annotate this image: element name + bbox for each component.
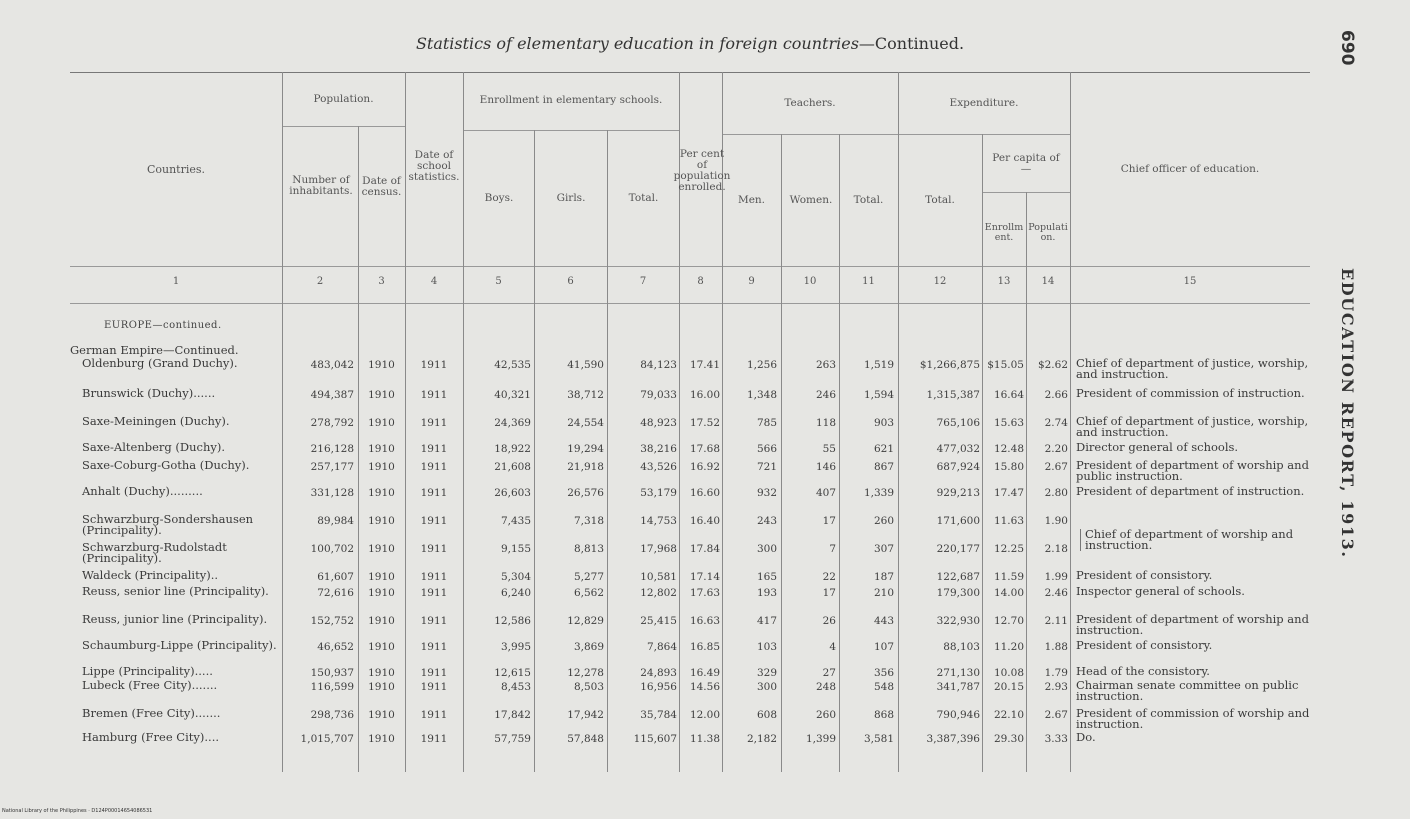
cell-women: 1,399 [805, 733, 836, 745]
cell-per-population: 2.67 [1044, 461, 1068, 473]
cell-girls: 17,942 [567, 709, 604, 721]
header-chief-officer: Chief officer of education. [1120, 162, 1260, 175]
col-number: 12 [933, 276, 947, 287]
cell-percent: 17.41 [689, 359, 720, 371]
cell-inhabitants: 61,607 [317, 571, 354, 583]
header-countries: Countries. [146, 162, 206, 176]
col-number: 10 [803, 276, 817, 287]
cell-girls: 38,712 [567, 389, 604, 401]
cell-teachers-total: 443 [873, 615, 894, 627]
cell-women: 246 [815, 389, 836, 401]
cell-per-enrollment: 12.25 [993, 543, 1024, 555]
cell-girls: 19,294 [567, 443, 604, 455]
cell-girls: 57,848 [567, 733, 604, 745]
header-enroll-total: Total. [628, 191, 659, 204]
cell-girls: 21,918 [567, 461, 604, 473]
cell-women: 17 [822, 587, 836, 599]
chief-officer: President of department of worship and public instruction. [1076, 458, 1309, 483]
cell-boys: 26,603 [494, 487, 531, 499]
country-name: Schaumburg-Lippe (Principality). [82, 638, 277, 652]
cell-total: 10,581 [640, 571, 677, 583]
chief-officer: President of consistory. [1076, 568, 1213, 582]
cell-teachers-total: 3,581 [863, 733, 894, 745]
cell-men: 1,256 [746, 359, 777, 371]
header-inhabitants: Number of inhabitants. [289, 174, 353, 197]
cell-inhabitants: 216,128 [310, 443, 354, 455]
cell-women: 55 [822, 443, 836, 455]
cell-census: 1910 [368, 359, 395, 371]
cell-boys: 24,369 [494, 417, 531, 429]
cell-school: 1911 [420, 733, 448, 745]
cell-girls: 8,813 [573, 543, 604, 555]
cell-school: 1911 [420, 487, 448, 499]
cell-percent: 17.52 [689, 417, 720, 429]
cell-per-enrollment: $15.05 [987, 359, 1024, 371]
cell-per-population: 2.66 [1044, 389, 1068, 401]
cell-boys: 12,615 [494, 667, 531, 679]
chief-officer: President of department of worship and instruction. [1076, 612, 1309, 637]
cell-inhabitants: 116,599 [310, 681, 354, 693]
header-teachers-total: Total. [853, 193, 884, 206]
cell-girls: 24,554 [567, 417, 604, 429]
col-number: 8 [697, 276, 704, 287]
cell-total: 35,784 [640, 709, 677, 721]
cell-boys: 3,995 [500, 641, 531, 653]
cell-girls: 12,829 [567, 615, 604, 627]
cell-men: 417 [756, 615, 777, 627]
cell-per-population: 1.88 [1044, 641, 1068, 653]
country-name: Anhalt (Duchy)......... [82, 484, 203, 498]
cell-per-population: 3.33 [1044, 733, 1068, 745]
col-number: 14 [1041, 276, 1055, 287]
cell-percent: 14.56 [689, 681, 720, 693]
cell-inhabitants: 150,937 [310, 667, 354, 679]
country-name: Schwarzburg-Rudolstadt (Principality). [82, 540, 227, 565]
cell-expenditure: $1,266,875 [919, 359, 980, 371]
cell-expenditure: 271,130 [936, 667, 980, 679]
cell-boys: 5,304 [500, 571, 531, 583]
cell-men: 608 [756, 709, 777, 721]
cell-boys: 57,759 [494, 733, 531, 745]
header-girls: Girls. [556, 191, 586, 204]
col-number: 2 [316, 276, 324, 287]
cell-school: 1911 [420, 543, 448, 555]
cell-inhabitants: 1,015,707 [300, 733, 354, 745]
cell-per-population: 1.90 [1044, 515, 1068, 527]
cell-percent: 17.84 [689, 543, 720, 555]
col-number: 7 [639, 276, 647, 287]
cell-per-enrollment: 12.48 [993, 443, 1024, 455]
library-credit: National Library of the Philippines · D124P00014654086531 [2, 808, 153, 814]
country-name: Saxe-Altenberg (Duchy). [82, 440, 226, 454]
cell-total: 7,864 [646, 641, 677, 653]
cell-inhabitants: 46,652 [317, 641, 354, 653]
cell-school: 1911 [420, 667, 448, 679]
cell-women: 248 [815, 681, 836, 693]
cell-teachers-total: 548 [873, 681, 894, 693]
cell-women: 407 [815, 487, 836, 499]
cell-teachers-total: 621 [873, 443, 894, 455]
cell-teachers-total: 107 [873, 641, 894, 653]
cell-boys: 7,435 [500, 515, 531, 527]
cell-per-enrollment: 14.00 [993, 587, 1024, 599]
cell-women: 27 [822, 667, 836, 679]
col-number: 13 [997, 276, 1011, 287]
cell-expenditure: 88,103 [943, 641, 980, 653]
title-italic: Statistics of elementary education in foreign countries [415, 34, 859, 53]
cell-girls: 8,503 [573, 681, 604, 693]
cell-per-population: 1.79 [1044, 667, 1068, 679]
country-name: Lubeck (Free City)....... [82, 678, 218, 692]
cell-per-enrollment: 11.63 [993, 515, 1024, 527]
cell-expenditure: 179,300 [936, 587, 980, 599]
cell-expenditure: 322,930 [936, 615, 980, 627]
cell-census: 1910 [368, 571, 395, 583]
header-exp-total: Total. [925, 193, 955, 206]
cell-expenditure: 3,387,396 [926, 733, 980, 745]
cell-teachers-total: 356 [873, 667, 894, 679]
cell-per-enrollment: 20.15 [993, 681, 1024, 693]
cell-teachers-total: 260 [873, 515, 894, 527]
chief-officer: Inspector general of schools. [1076, 584, 1245, 598]
cell-census: 1910 [368, 615, 395, 627]
cell-total: 79,033 [640, 389, 677, 401]
cell-percent: 16.40 [689, 515, 720, 527]
header-rule [70, 266, 1310, 267]
country-name: Schwarzburg-Sondershausen (Principality). [82, 512, 254, 537]
cell-inhabitants: 331,128 [310, 487, 354, 499]
cell-per-population: 2.80 [1044, 487, 1068, 499]
chief-officer: President of consistory. [1076, 638, 1213, 652]
header-per-enrollment: Enrollment. [984, 222, 1024, 243]
cell-percent: 16.63 [689, 615, 720, 627]
cell-girls: 3,869 [573, 641, 604, 653]
header-per-capita: Per capita of— [992, 152, 1060, 175]
cell-school: 1911 [420, 389, 448, 401]
header-expenditure: Expenditure. [949, 96, 1019, 109]
cell-men: 243 [756, 515, 777, 527]
cell-expenditure: 341,787 [936, 681, 980, 693]
cell-percent: 12.00 [689, 709, 720, 721]
cell-total: 14,753 [640, 515, 677, 527]
page-title [0, 34, 1380, 53]
col-number: 5 [495, 276, 502, 287]
cell-inhabitants: 257,177 [310, 461, 354, 473]
country-name: Reuss, senior line (Principality). [82, 584, 269, 598]
country-name: Oldenburg (Grand Duchy). [82, 356, 238, 370]
cell-total: 115,607 [633, 733, 677, 745]
cell-per-population: 2.46 [1044, 587, 1068, 599]
cell-inhabitants: 89,984 [317, 515, 354, 527]
cell-boys: 18,922 [494, 443, 531, 455]
cell-inhabitants: 72,616 [317, 587, 354, 599]
cell-percent: 16.00 [689, 389, 720, 401]
cell-percent: 16.60 [689, 487, 720, 499]
cell-per-enrollment: 10.08 [993, 667, 1024, 679]
cell-per-enrollment: 11.59 [993, 571, 1024, 583]
header-enrollment: Enrollment in elementary schools. [479, 93, 663, 106]
cell-men: 566 [756, 443, 777, 455]
cell-expenditure: 220,177 [936, 543, 980, 555]
cell-total: 84,123 [640, 359, 677, 371]
chief-officer: Head of the consistory. [1076, 664, 1210, 678]
cell-men: 785 [756, 417, 777, 429]
cell-per-enrollment: 29.30 [993, 733, 1024, 745]
cell-boys: 21,608 [494, 461, 531, 473]
cell-school: 1911 [420, 641, 448, 653]
cell-men: 1,348 [746, 389, 777, 401]
cell-teachers-total: 1,339 [863, 487, 894, 499]
cell-inhabitants: 298,736 [310, 709, 354, 721]
col-number: 1 [172, 276, 180, 287]
header-women: Women. [789, 193, 833, 206]
header-school-date: Date of school statistics. [408, 148, 460, 183]
header-teachers: Teachers. [784, 96, 836, 109]
cell-per-population: 2.11 [1044, 615, 1068, 627]
country-name: Saxe-Coburg-Gotha (Duchy). [82, 458, 250, 472]
cell-women: 146 [815, 461, 836, 473]
cell-total: 17,968 [640, 543, 677, 555]
col-number: 11 [862, 276, 875, 287]
cell-teachers-total: 1,519 [863, 359, 894, 371]
cell-per-enrollment: 22.10 [993, 709, 1024, 721]
cell-inhabitants: 494,387 [310, 389, 354, 401]
cell-per-population: 2.74 [1044, 417, 1068, 429]
cell-total: 38,216 [640, 443, 677, 455]
cell-women: 260 [815, 709, 836, 721]
cell-teachers-total: 210 [873, 587, 894, 599]
cell-inhabitants: 483,042 [310, 359, 354, 371]
country-name: Hamburg (Free City).... [82, 730, 220, 744]
cell-women: 17 [822, 515, 836, 527]
cell-school: 1911 [420, 359, 448, 371]
cell-women: 26 [822, 615, 836, 627]
country-name: Brunswick (Duchy)...... [82, 386, 216, 400]
chief-officer: President of commission of worship and instruction. [1076, 706, 1310, 731]
chief-officer: Do. [1076, 730, 1096, 744]
cell-school: 1911 [420, 443, 448, 455]
cell-percent: 17.14 [689, 571, 720, 583]
cell-per-enrollment: 15.80 [993, 461, 1024, 473]
cell-total: 12,802 [640, 587, 677, 599]
cell-boys: 9,155 [500, 543, 531, 555]
cell-teachers-total: 868 [873, 709, 894, 721]
chief-officer: Chairman senate committee on public instruction. [1076, 678, 1299, 703]
running-head: EDUCATION REPORT, 1913. [1338, 268, 1357, 559]
cell-total: 24,893 [640, 667, 677, 679]
header-population: Population. [313, 92, 374, 105]
col-number: 6 [567, 276, 574, 287]
chief-officer: President of department of instruction. [1076, 484, 1305, 498]
cell-girls: 7,318 [573, 515, 604, 527]
cell-census: 1910 [368, 417, 395, 429]
cell-boys: 6,240 [500, 587, 531, 599]
number-rule [70, 303, 1310, 304]
cell-teachers-total: 867 [873, 461, 894, 473]
cell-school: 1911 [420, 515, 448, 527]
cell-boys: 17,842 [494, 709, 531, 721]
cell-men: 721 [756, 461, 777, 473]
cell-total: 53,179 [640, 487, 677, 499]
statistics-table [70, 66, 1310, 776]
cell-per-population: 1.99 [1044, 571, 1068, 583]
cell-men: 300 [756, 543, 777, 555]
cell-total: 48,923 [640, 417, 677, 429]
cell-women: 22 [822, 571, 836, 583]
cell-census: 1910 [368, 487, 395, 499]
country-name: Waldeck (Principality).. [82, 568, 219, 582]
country-name: Reuss, junior line (Principality). [82, 612, 268, 626]
cell-girls: 26,576 [567, 487, 604, 499]
cell-total: 43,526 [640, 461, 677, 473]
cell-school: 1911 [420, 615, 448, 627]
cell-school: 1911 [420, 571, 448, 583]
cell-school: 1911 [420, 587, 448, 599]
cell-census: 1910 [368, 587, 395, 599]
cell-expenditure: 765,106 [936, 417, 980, 429]
header-per-population: Population. [1028, 222, 1068, 243]
cell-girls: 41,590 [567, 359, 604, 371]
cell-men: 193 [756, 587, 777, 599]
cell-total: 25,415 [640, 615, 677, 627]
cell-per-population: $2.62 [1037, 359, 1068, 371]
cell-per-enrollment: 15.63 [993, 417, 1024, 429]
cell-per-population: 2.18 [1044, 543, 1068, 555]
cell-girls: 5,277 [573, 571, 604, 583]
cell-census: 1910 [368, 543, 395, 555]
cell-census: 1910 [368, 667, 395, 679]
cell-school: 1911 [420, 709, 448, 721]
cell-girls: 12,278 [567, 667, 604, 679]
cell-census: 1910 [368, 443, 395, 455]
country-name: Lippe (Principality)..... [82, 664, 213, 678]
cell-census: 1910 [368, 733, 395, 745]
cell-percent: 11.38 [689, 733, 720, 745]
cell-percent: 17.63 [689, 587, 720, 599]
cell-teachers-total: 307 [873, 543, 894, 555]
cell-census: 1910 [368, 681, 395, 693]
cell-census: 1910 [368, 515, 395, 527]
cell-inhabitants: 278,792 [310, 417, 354, 429]
col-number: 3 [378, 276, 385, 287]
cell-school: 1911 [420, 461, 448, 473]
group-label: German Empire—Continued. [70, 343, 239, 357]
header-men: Men. [737, 193, 766, 206]
col-number: 15 [1183, 276, 1197, 287]
cell-per-enrollment: 16.64 [993, 389, 1024, 401]
cell-expenditure: 687,924 [936, 461, 980, 473]
country-name: Bremen (Free City)....... [82, 706, 221, 720]
cell-percent: 16.85 [689, 641, 720, 653]
chief-officer: Chief of department of justice, worship, and instruction. [1076, 414, 1309, 439]
cell-per-enrollment: 17.47 [993, 487, 1024, 499]
cell-boys: 42,535 [494, 359, 531, 371]
cell-women: 7 [829, 543, 836, 555]
cell-census: 1910 [368, 641, 395, 653]
header-percent: Per cent of population enrolled. [673, 148, 731, 193]
cell-men: 329 [756, 667, 777, 679]
cell-men: 300 [756, 681, 777, 693]
cell-per-enrollment: 11.20 [993, 641, 1024, 653]
cell-per-enrollment: 12.70 [993, 615, 1024, 627]
cell-women: 4 [829, 641, 836, 653]
cell-expenditure: 171,600 [936, 515, 980, 527]
chief-officer: Chief of department of justice, worship, and instruction. [1076, 356, 1309, 381]
cell-census: 1910 [368, 389, 395, 401]
cell-school: 1911 [420, 681, 448, 693]
cell-census: 1910 [368, 709, 395, 721]
cell-women: 263 [815, 359, 836, 371]
cell-census: 1910 [368, 461, 395, 473]
cell-per-population: 2.20 [1044, 443, 1068, 455]
header-census: Date of census. [361, 175, 402, 198]
country-name: Saxe-Meiningen (Duchy). [82, 414, 230, 428]
bracket-officer: Chief of department of worship and instruction. [1080, 529, 1315, 551]
region-label: EUROPE—continued. [104, 320, 222, 331]
cell-per-population: 2.93 [1044, 681, 1068, 693]
page-number: 690 [1337, 30, 1357, 66]
col-number: 4 [430, 276, 438, 287]
cell-men: 103 [756, 641, 777, 653]
header-boys: Boys. [484, 191, 514, 204]
cell-boys: 40,321 [494, 389, 531, 401]
cell-women: 118 [815, 417, 836, 429]
cell-expenditure: 1,315,387 [926, 389, 980, 401]
cell-men: 2,182 [746, 733, 777, 745]
cell-expenditure: 929,213 [936, 487, 980, 499]
col-number: 9 [748, 276, 755, 287]
population-subrule [282, 126, 405, 127]
cell-percent: 16.49 [689, 667, 720, 679]
cell-percent: 17.68 [689, 443, 720, 455]
chief-officer: President of commission of instruction. [1076, 386, 1305, 400]
cell-per-population: 2.67 [1044, 709, 1068, 721]
cell-expenditure: 790,946 [936, 709, 980, 721]
title-rest: —Continued. [858, 34, 965, 53]
cell-percent: 16.92 [689, 461, 720, 473]
cell-teachers-total: 1,594 [863, 389, 894, 401]
cell-school: 1911 [420, 417, 448, 429]
cell-teachers-total: 187 [873, 571, 894, 583]
cell-expenditure: 122,687 [936, 571, 980, 583]
cell-girls: 6,562 [573, 587, 604, 599]
cell-boys: 12,586 [494, 615, 531, 627]
cell-inhabitants: 100,702 [310, 543, 354, 555]
cell-inhabitants: 152,752 [310, 615, 354, 627]
cell-boys: 8,453 [500, 681, 531, 693]
cell-men: 165 [756, 571, 777, 583]
cell-total: 16,956 [640, 681, 677, 693]
cell-expenditure: 477,032 [936, 443, 980, 455]
chief-officer: Director general of schools. [1076, 440, 1239, 454]
cell-teachers-total: 903 [873, 417, 894, 429]
cell-men: 932 [756, 487, 777, 499]
